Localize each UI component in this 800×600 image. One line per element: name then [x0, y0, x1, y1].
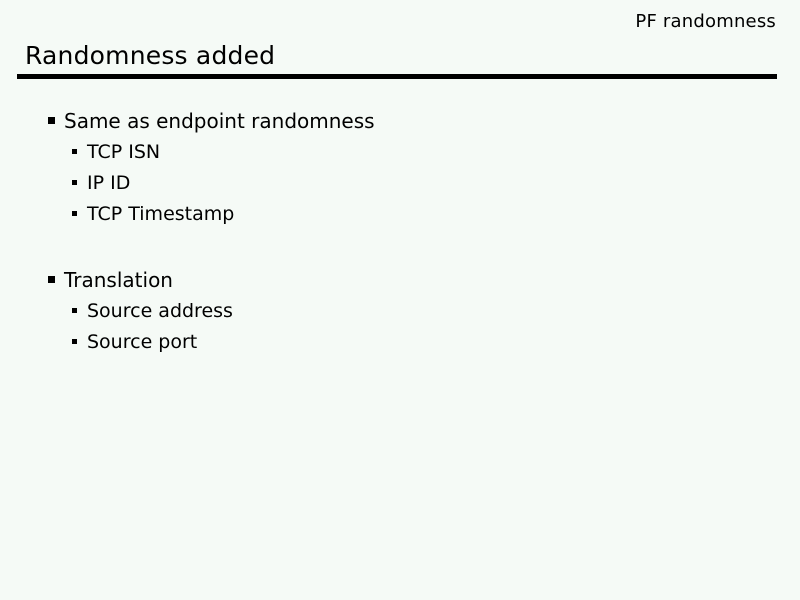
list-item-label: Source address	[87, 299, 233, 322]
title-divider	[17, 74, 777, 79]
bullet-group	[0, 264, 800, 357]
list-item	[0, 105, 800, 136]
bullet-list	[0, 105, 800, 357]
list-item-label: Translation	[64, 267, 173, 292]
list-item-label: Same as endpoint randomness	[64, 108, 375, 133]
list-item-label: Source port	[87, 330, 198, 353]
list-item	[0, 136, 800, 167]
bullet-square-icon	[72, 339, 77, 344]
list-item	[0, 326, 800, 357]
bullet-square-icon	[72, 149, 77, 154]
bullet-square-icon	[48, 117, 55, 124]
page-title: Randomness added	[25, 41, 276, 70]
list-item	[0, 264, 800, 295]
bullet-square-icon	[48, 276, 55, 283]
bullet-square-icon	[72, 308, 77, 313]
list-item	[0, 198, 800, 229]
list-item-label: TCP ISN	[87, 140, 161, 163]
list-item-label: IP ID	[87, 171, 131, 194]
bullet-square-icon	[72, 211, 77, 216]
bullet-group	[0, 105, 800, 229]
bullet-square-icon	[72, 180, 77, 185]
corner-header: PF randomness	[635, 11, 776, 32]
list-item	[0, 167, 800, 198]
list-item-label: TCP Timestamp	[87, 202, 235, 225]
list-item	[0, 295, 800, 326]
